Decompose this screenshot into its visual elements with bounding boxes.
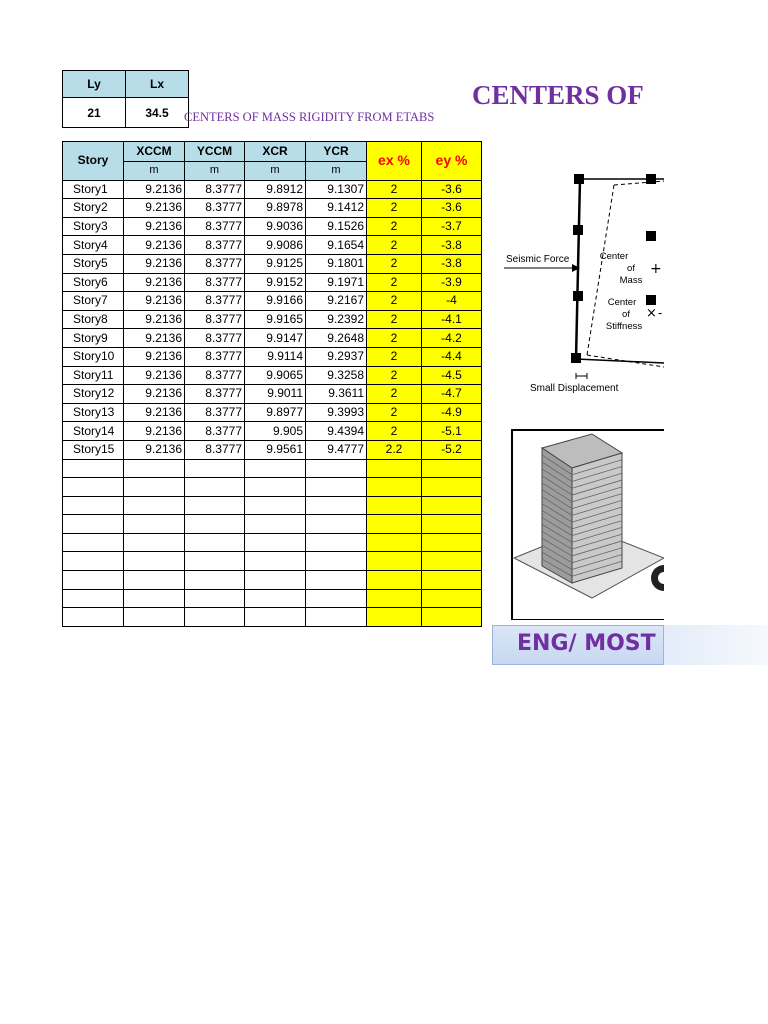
small-displacement-label: Small Displacement xyxy=(530,383,619,394)
seismic-force-label: Seismic Force xyxy=(506,254,570,265)
empty-cell[interactable] xyxy=(367,552,422,571)
yccm-cell[interactable]: 8.3777 xyxy=(185,292,245,311)
table-row xyxy=(63,310,482,329)
ex-cell[interactable]: 2 xyxy=(367,329,422,348)
empty-row xyxy=(63,459,482,478)
ycr-cell[interactable]: 9.3258 xyxy=(306,366,367,385)
empty-cell[interactable] xyxy=(63,533,124,552)
ex-cell[interactable]: 2 xyxy=(367,292,422,311)
unit-xcr: m xyxy=(245,162,306,181)
empty-cell[interactable] xyxy=(245,589,306,608)
xcr-cell[interactable]: 9.9165 xyxy=(245,310,306,329)
empty-cell[interactable] xyxy=(124,533,185,552)
empty-cell[interactable] xyxy=(185,459,245,478)
xccm-cell[interactable]: 9.2136 xyxy=(124,329,185,348)
empty-cell[interactable] xyxy=(185,571,245,590)
table-row xyxy=(63,347,482,366)
ey-cell[interactable]: -5.1 xyxy=(422,422,482,441)
ex-cell[interactable]: 2 xyxy=(367,403,422,422)
ex-cell[interactable]: 2 xyxy=(367,199,422,218)
empty-cell[interactable] xyxy=(185,533,245,552)
xcr-cell[interactable]: 9.9166 xyxy=(245,292,306,311)
ycr-cell[interactable]: 9.1654 xyxy=(306,236,367,255)
empty-cell[interactable] xyxy=(63,608,124,627)
xcr-cell[interactable]: 9.9561 xyxy=(245,440,306,459)
empty-cell[interactable] xyxy=(422,478,482,497)
yccm-cell[interactable]: 8.3777 xyxy=(185,366,245,385)
empty-cell[interactable] xyxy=(306,459,367,478)
ex-cell[interactable]: 2 xyxy=(367,180,422,199)
svg-text:Mass: Mass xyxy=(619,275,643,286)
ey-cell[interactable]: -4.9 xyxy=(422,403,482,422)
ey-cell[interactable]: -3.7 xyxy=(422,217,482,236)
svg-text:×: × xyxy=(646,306,657,321)
col-header-ycr: YCR xyxy=(306,142,367,162)
svg-text:of: of xyxy=(627,263,635,274)
ycr-cell[interactable]: 9.2937 xyxy=(306,347,367,366)
unit-xccm: m xyxy=(124,162,185,181)
table-row xyxy=(63,236,482,255)
xccm-cell[interactable]: 9.2136 xyxy=(124,254,185,273)
col-header-xcr: XCR xyxy=(245,142,306,162)
table-row xyxy=(63,440,482,459)
empty-cell[interactable] xyxy=(245,496,306,515)
ycr-cell[interactable]: 9.4394 xyxy=(306,422,367,441)
lx-header: Lx xyxy=(126,71,189,98)
empty-cell[interactable] xyxy=(185,608,245,627)
empty-cell[interactable] xyxy=(245,552,306,571)
ey-cell[interactable]: -4.1 xyxy=(422,310,482,329)
xccm-cell[interactable]: 9.2136 xyxy=(124,310,185,329)
ycr-cell[interactable]: 9.1307 xyxy=(306,180,367,199)
ey-cell[interactable]: -4.2 xyxy=(422,329,482,348)
lx-value[interactable]: 34.5 xyxy=(126,98,189,128)
empty-cell[interactable] xyxy=(422,533,482,552)
yccm-cell[interactable]: 8.3777 xyxy=(185,440,245,459)
story-header: Story xyxy=(63,142,124,181)
banner-text: ENG/ MOST xyxy=(517,631,656,656)
story-cell[interactable]: Story1 xyxy=(63,180,124,199)
ly-value[interactable]: 21 xyxy=(63,98,126,128)
story-cell[interactable]: Story5 xyxy=(63,254,124,273)
story-cell[interactable]: Story14 xyxy=(63,422,124,441)
building-illustration xyxy=(492,408,664,620)
ex-cell[interactable]: 2 xyxy=(367,310,422,329)
ex-cell[interactable]: 2 xyxy=(367,236,422,255)
xccm-cell[interactable]: 9.2136 xyxy=(124,217,185,236)
empty-cell[interactable] xyxy=(124,515,185,534)
svg-text:-: - xyxy=(658,306,663,320)
empty-cell[interactable] xyxy=(124,571,185,590)
ey-cell[interactable]: -4.4 xyxy=(422,347,482,366)
empty-cell[interactable] xyxy=(306,589,367,608)
empty-cell[interactable] xyxy=(422,571,482,590)
xccm-cell[interactable]: 9.2136 xyxy=(124,422,185,441)
empty-row xyxy=(63,515,482,534)
ycr-cell[interactable]: 9.2392 xyxy=(306,310,367,329)
empty-cell[interactable] xyxy=(422,608,482,627)
empty-cell[interactable] xyxy=(124,478,185,497)
xcr-cell[interactable]: 9.9125 xyxy=(245,254,306,273)
ex-header: ex % xyxy=(367,142,422,181)
empty-cell[interactable] xyxy=(185,496,245,515)
table-row xyxy=(63,366,482,385)
empty-cell[interactable] xyxy=(245,515,306,534)
empty-cell[interactable] xyxy=(63,552,124,571)
ex-cell[interactable]: 2 xyxy=(367,385,422,404)
xcr-cell[interactable]: 9.9086 xyxy=(245,236,306,255)
empty-cell[interactable] xyxy=(185,478,245,497)
xccm-cell[interactable]: 9.2136 xyxy=(124,180,185,199)
xccm-cell[interactable]: 9.2136 xyxy=(124,403,185,422)
page-title: CENTERS OF xyxy=(472,80,644,110)
yccm-cell[interactable]: 8.3777 xyxy=(185,199,245,218)
unit-ycr: m xyxy=(306,162,367,181)
empty-cell[interactable] xyxy=(124,459,185,478)
story-cell[interactable]: Story9 xyxy=(63,329,124,348)
ey-cell[interactable]: -3.6 xyxy=(422,199,482,218)
yccm-cell[interactable]: 8.3777 xyxy=(185,347,245,366)
yccm-cell[interactable]: 8.3777 xyxy=(185,217,245,236)
table-row xyxy=(63,199,482,218)
empty-cell[interactable] xyxy=(63,589,124,608)
empty-cell[interactable] xyxy=(245,533,306,552)
empty-cell[interactable] xyxy=(306,478,367,497)
story-cell[interactable]: Story7 xyxy=(63,292,124,311)
ey-cell[interactable]: -3.8 xyxy=(422,254,482,273)
ycr-cell[interactable]: 9.1971 xyxy=(306,273,367,292)
ey-cell[interactable]: -4 xyxy=(422,292,482,311)
empty-cell[interactable] xyxy=(185,589,245,608)
empty-cell[interactable] xyxy=(306,496,367,515)
empty-cell[interactable] xyxy=(124,608,185,627)
yccm-cell[interactable]: 8.3777 xyxy=(185,422,245,441)
yccm-cell[interactable]: 8.3777 xyxy=(185,236,245,255)
unit-yccm: m xyxy=(185,162,245,181)
xccm-cell[interactable]: 9.2136 xyxy=(124,273,185,292)
story-cell[interactable]: Story12 xyxy=(63,385,124,404)
empty-row xyxy=(63,533,482,552)
ycr-cell[interactable]: 9.1412 xyxy=(306,199,367,218)
svg-text:+: + xyxy=(650,261,662,277)
svg-text:of: of xyxy=(622,309,630,320)
empty-cell[interactable] xyxy=(185,552,245,571)
empty-cell[interactable] xyxy=(367,515,422,534)
xcr-cell[interactable]: 9.905 xyxy=(245,422,306,441)
col-header-xccm: XCCM xyxy=(124,142,185,162)
story-cell[interactable]: Story3 xyxy=(63,217,124,236)
story-cell[interactable]: Story2 xyxy=(63,199,124,218)
dimensions-table xyxy=(62,70,189,128)
ey-cell[interactable]: -3.9 xyxy=(422,273,482,292)
empty-cell[interactable] xyxy=(306,608,367,627)
empty-row xyxy=(63,478,482,497)
empty-cell[interactable] xyxy=(367,608,422,627)
empty-row xyxy=(63,571,482,590)
empty-cell[interactable] xyxy=(422,515,482,534)
empty-row xyxy=(63,608,482,627)
xcr-cell[interactable]: 9.9114 xyxy=(245,347,306,366)
empty-cell[interactable] xyxy=(63,515,124,534)
table-row xyxy=(63,180,482,199)
ycr-cell[interactable]: 9.3993 xyxy=(306,403,367,422)
empty-row xyxy=(63,589,482,608)
empty-cell[interactable] xyxy=(63,478,124,497)
xcr-cell[interactable]: 9.9065 xyxy=(245,366,306,385)
ycr-cell[interactable]: 9.2648 xyxy=(306,329,367,348)
xcr-cell[interactable]: 9.8912 xyxy=(245,180,306,199)
empty-row xyxy=(63,496,482,515)
story-cell[interactable]: Story4 xyxy=(63,236,124,255)
xccm-cell[interactable]: 9.2136 xyxy=(124,292,185,311)
xcr-cell[interactable]: 9.9036 xyxy=(245,217,306,236)
table-row xyxy=(63,254,482,273)
empty-cell[interactable] xyxy=(367,533,422,552)
table-row xyxy=(63,403,482,422)
xccm-cell[interactable]: 9.2136 xyxy=(124,236,185,255)
empty-cell[interactable] xyxy=(367,571,422,590)
ex-cell[interactable]: 2 xyxy=(367,422,422,441)
yccm-cell[interactable]: 8.3777 xyxy=(185,329,245,348)
empty-cell[interactable] xyxy=(245,478,306,497)
story-cell[interactable]: Story13 xyxy=(63,403,124,422)
ey-cell[interactable]: -3.8 xyxy=(422,236,482,255)
xccm-cell[interactable]: 9.2136 xyxy=(124,347,185,366)
ey-cell[interactable]: -4.5 xyxy=(422,366,482,385)
table-row xyxy=(63,385,482,404)
xccm-cell[interactable]: 9.2136 xyxy=(124,366,185,385)
yccm-cell[interactable]: 8.3777 xyxy=(185,180,245,199)
empty-cell[interactable] xyxy=(367,459,422,478)
empty-cell[interactable] xyxy=(422,552,482,571)
empty-cell[interactable] xyxy=(422,496,482,515)
empty-cell[interactable] xyxy=(245,459,306,478)
empty-cell[interactable] xyxy=(422,459,482,478)
ex-cell[interactable]: 2 xyxy=(367,366,422,385)
yccm-cell[interactable]: 8.3777 xyxy=(185,403,245,422)
banner-fade xyxy=(664,625,768,665)
xcr-cell[interactable]: 9.8977 xyxy=(245,403,306,422)
ly-header: Ly xyxy=(63,71,126,98)
empty-cell[interactable] xyxy=(306,515,367,534)
story-cell[interactable]: Story15 xyxy=(63,440,124,459)
xccm-cell[interactable]: 9.2136 xyxy=(124,440,185,459)
svg-text:Stiffness: Stiffness xyxy=(605,321,643,332)
empty-cell[interactable] xyxy=(306,533,367,552)
ex-cell[interactable]: 2.2 xyxy=(367,440,422,459)
ycr-cell[interactable]: 9.1801 xyxy=(306,254,367,273)
empty-cell[interactable] xyxy=(367,589,422,608)
empty-cell[interactable] xyxy=(306,552,367,571)
empty-cell[interactable] xyxy=(245,571,306,590)
center-of-mass-stiffness-diagram xyxy=(492,155,664,405)
table-row xyxy=(63,292,482,311)
empty-cell[interactable] xyxy=(124,496,185,515)
ex-cell[interactable]: 2 xyxy=(367,217,422,236)
empty-cell[interactable] xyxy=(63,459,124,478)
ycr-cell[interactable]: 9.4777 xyxy=(306,440,367,459)
story-cell[interactable]: Story8 xyxy=(63,310,124,329)
xccm-cell[interactable]: 9.2136 xyxy=(124,199,185,218)
empty-cell[interactable] xyxy=(63,571,124,590)
author-banner xyxy=(492,625,664,665)
story-cell[interactable]: Story10 xyxy=(63,347,124,366)
empty-cell[interactable] xyxy=(63,496,124,515)
yccm-cell[interactable]: 8.3777 xyxy=(185,310,245,329)
yccm-cell[interactable]: 8.3777 xyxy=(185,254,245,273)
empty-cell[interactable] xyxy=(367,478,422,497)
table-row xyxy=(63,217,482,236)
ycr-cell[interactable]: 9.2167 xyxy=(306,292,367,311)
col-header-yccm: YCCM xyxy=(185,142,245,162)
xcr-cell[interactable]: 9.9147 xyxy=(245,329,306,348)
empty-cell[interactable] xyxy=(367,496,422,515)
page-subtitle: CENTERS OF MASS RIGIDITY FROM ETABS xyxy=(184,110,435,124)
ey-cell[interactable]: -5.2 xyxy=(422,440,482,459)
empty-cell[interactable] xyxy=(245,608,306,627)
ycr-cell[interactable]: 9.3611 xyxy=(306,385,367,404)
svg-text:Center: Center xyxy=(599,251,629,262)
ex-cell[interactable]: 2 xyxy=(367,273,422,292)
xcr-cell[interactable]: 9.9011 xyxy=(245,385,306,404)
table-row xyxy=(63,329,482,348)
ex-cell[interactable]: 2 xyxy=(367,254,422,273)
xcr-cell[interactable]: 9.9152 xyxy=(245,273,306,292)
xccm-cell[interactable]: 9.2136 xyxy=(124,385,185,404)
empty-cell[interactable] xyxy=(185,515,245,534)
ex-cell[interactable]: 2 xyxy=(367,347,422,366)
story-cell[interactable]: Story6 xyxy=(63,273,124,292)
story-cell[interactable]: Story11 xyxy=(63,366,124,385)
empty-cell[interactable] xyxy=(422,589,482,608)
empty-cell[interactable] xyxy=(124,589,185,608)
ey-header: ey % xyxy=(422,142,482,181)
table-row xyxy=(63,422,482,441)
yccm-cell[interactable]: 8.3777 xyxy=(185,273,245,292)
yccm-cell[interactable]: 8.3777 xyxy=(185,385,245,404)
ey-cell[interactable]: -4.7 xyxy=(422,385,482,404)
svg-text:Center: Center xyxy=(607,297,637,308)
empty-cell[interactable] xyxy=(306,571,367,590)
empty-row xyxy=(63,552,482,571)
xcr-cell[interactable]: 9.8978 xyxy=(245,199,306,218)
empty-cell[interactable] xyxy=(124,552,185,571)
table-row xyxy=(63,273,482,292)
centers-table xyxy=(62,141,482,627)
ycr-cell[interactable]: 9.1526 xyxy=(306,217,367,236)
ey-cell[interactable]: -3.6 xyxy=(422,180,482,199)
